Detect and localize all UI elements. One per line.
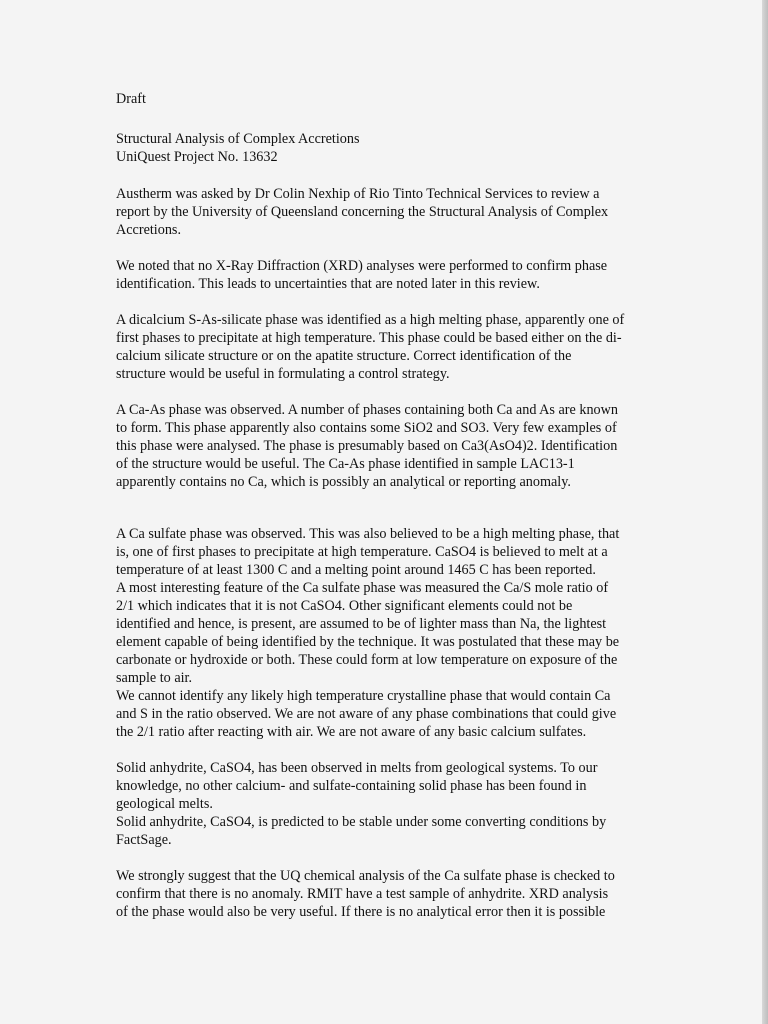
paragraph-line: geological melts. (116, 796, 213, 812)
paragraph-line: We strongly suggest that the UQ chemical analysis of the Ca sulfate phase is checked to (116, 868, 615, 884)
paragraph-line: A Ca-As phase was observed. A number of phases containing both Ca and As are known (116, 402, 618, 418)
paragraph-line: knowledge, no other calcium- and sulfate-containing solid phase has been found in (116, 778, 587, 794)
document-body (116, 90, 664, 939)
paragraph-line: Austherm was asked by Dr Colin Nexhip of Rio Tinto Technical Services to review a (116, 186, 600, 202)
paragraph-line: to form. This phase apparently also contains some SiO2 and SO3. Very few examples of (116, 420, 617, 436)
paragraph-line: apparently contains no Ca, which is possibly an analytical or reporting anomaly. (116, 474, 571, 490)
paragraph-line: confirm that there is no anomaly. RMIT have a test sample of anhydrite. XRD analysis (116, 886, 609, 902)
paragraph (116, 401, 664, 491)
paragraph (116, 525, 664, 741)
paragraph-line: calcium silicate structure or on the apatite structure. Correct identification of the (116, 348, 572, 364)
paragraph-line: of the phase would also be very useful. If there is no analytical error then it is possible (116, 904, 606, 920)
page-edge-shadow (762, 0, 768, 1024)
draft-label: Draft (116, 91, 146, 107)
paragraph-line: and S in the ratio observed. We are not aware of any phase combinations that could give (116, 706, 617, 722)
paragraph-line: of the structure would be useful. The Ca-As phase identified in sample LAC13-1 (116, 456, 575, 472)
paragraph-line: temperature of at least 1300 C and a melting point around 1465 C has been reported. (116, 562, 596, 578)
paragraph-line: element capable of being identified by the technique. It was postulated that these may be (116, 634, 620, 650)
project-number: UniQuest Project No. 13632 (116, 149, 278, 165)
paragraph-line: A most interesting feature of the Ca sulfate phase was measured the Ca/S mole ratio of (116, 580, 609, 596)
paragraph-line: sample to air. (116, 670, 193, 686)
paragraph-line: this phase were analysed. The phase is presumably based on Ca3(AsO4)2. Identification (116, 438, 618, 454)
paragraphs-container (116, 185, 664, 921)
paragraph (116, 867, 664, 921)
paragraph-line: the 2/1 ratio after reacting with air. We are not aware of any basic calcium sulfates. (116, 724, 587, 740)
paragraph-line: FactSage. (116, 832, 172, 848)
paragraph-line: report by the University of Queensland concerning the Structural Analysis of Complex (116, 204, 609, 220)
paragraph (116, 759, 664, 849)
document-title: Structural Analysis of Complex Accretions (116, 131, 360, 147)
title-block (116, 130, 664, 166)
paragraph-line: Solid anhydrite, CaSO4, is predicted to be stable under some converting conditions by (116, 814, 607, 830)
paragraph-line: structure would be useful in formulating a control strategy. (116, 366, 450, 382)
paragraph (116, 257, 664, 293)
paragraph-line: We noted that no X-Ray Diffraction (XRD) analyses were performed to confirm phase (116, 258, 608, 274)
paragraph-line: identified and hence, is present, are assumed to be of lighter mass than Na, the lightest (116, 616, 607, 632)
paragraph-line: is, one of first phases to precipitate at high temperature. CaSO4 is believed to melt at a (116, 544, 608, 560)
paragraph-line: We cannot identify any likely high temperature crystalline phase that would contain Ca (116, 688, 611, 704)
paragraph-line: Solid anhydrite, CaSO4, has been observed in melts from geological systems. To our (116, 760, 598, 776)
paragraph (116, 311, 664, 383)
paragraph-line: 2/1 which indicates that it is not CaSO4. Other significant elements could not be (116, 598, 573, 614)
paragraph-line: A Ca sulfate phase was observed. This was also believed to be a high melting phase, that (116, 526, 620, 542)
paragraph-line: Accretions. (116, 222, 182, 238)
paragraph-line: first phases to precipitate at high temperature. This phase could be based either on the di- (116, 330, 622, 346)
paragraph-line: carbonate or hydroxide or both. These could form at low temperature on exposure of the (116, 652, 618, 668)
paragraph-line: identification. This leads to uncertainties that are noted later in this review. (116, 276, 540, 292)
paragraph (116, 185, 664, 239)
paragraph-line: A dicalcium S-As-silicate phase was identified as a high melting phase, apparently one of (116, 312, 625, 328)
